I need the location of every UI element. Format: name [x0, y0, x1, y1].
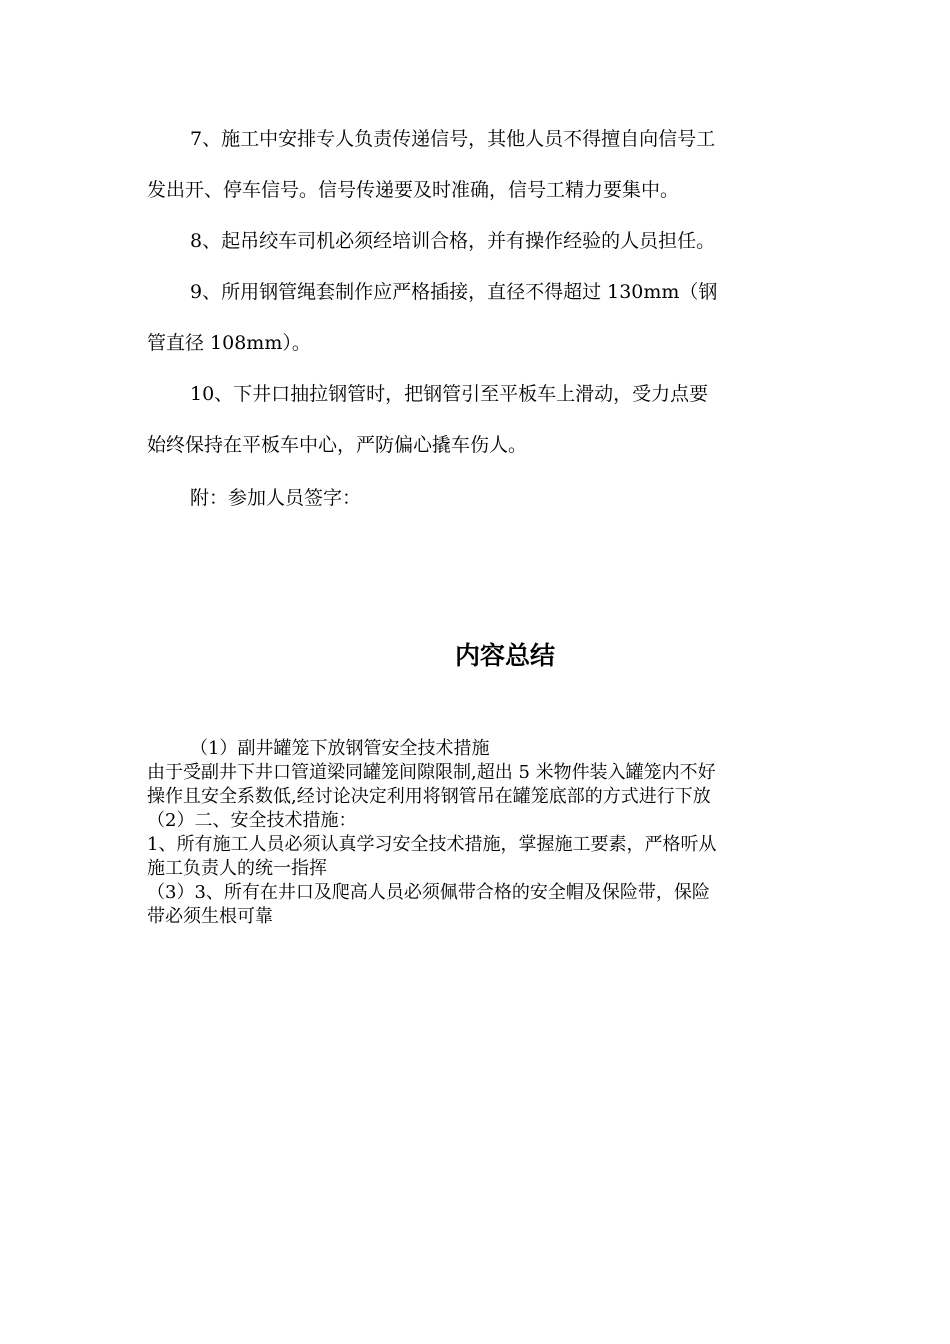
summary-line-1: （1）副井罐笼下放钢管安全技术措施: [190, 738, 490, 759]
paragraph-8: 8、起吊绞车司机必须经培训合格，并有操作经验的人员担任。: [190, 230, 716, 252]
summary-line-6: 施工负责人的统一指挥: [147, 858, 327, 879]
paragraph-7-line-1: 7、施工中安排专人负责传递信号，其他人员不得擅自向信号工: [190, 128, 716, 150]
summary-line-8: 带必须生根可靠: [147, 906, 273, 927]
paragraph-10-line-2: 始终保持在平板车中心，严防偏心撬车伤人。: [147, 434, 528, 456]
summary-title: 内容总结: [454, 641, 555, 670]
summary-line-2: 由于受副井下井口管道梁同罐笼间隙限制,超出 5 米物件装入罐笼内不好: [147, 762, 716, 783]
summary-line-5: 1、所有施工人员必须认真学习安全技术措施，掌握施工要素，严格听从: [147, 834, 717, 855]
summary-line-7: （3）3、所有在井口及爬高人员必须佩带合格的安全帽及保险带，保险: [147, 882, 710, 903]
paragraph-9-line-1: 9、所用钢管绳套制作应严格插接，直径不得超过 130mm（钢: [190, 281, 718, 303]
paragraph-7-line-2: 发出开、停车信号。信号传递要及时准确，信号工精力要集中。: [147, 179, 680, 201]
summary-line-4: （2）二、安全技术措施：: [147, 810, 357, 831]
paragraph-10-line-1: 10、下井口抽拉钢管时，把钢管引至平板车上滑动，受力点要: [190, 383, 709, 405]
appendix-signature-label: 附：参加人员签字：: [190, 487, 362, 509]
paragraph-9-line-2: 管直径 108mm）。: [147, 332, 311, 354]
summary-line-3: 操作且安全系数低,经讨论决定利用将钢管吊在罐笼底部的方式进行下放: [147, 786, 711, 807]
